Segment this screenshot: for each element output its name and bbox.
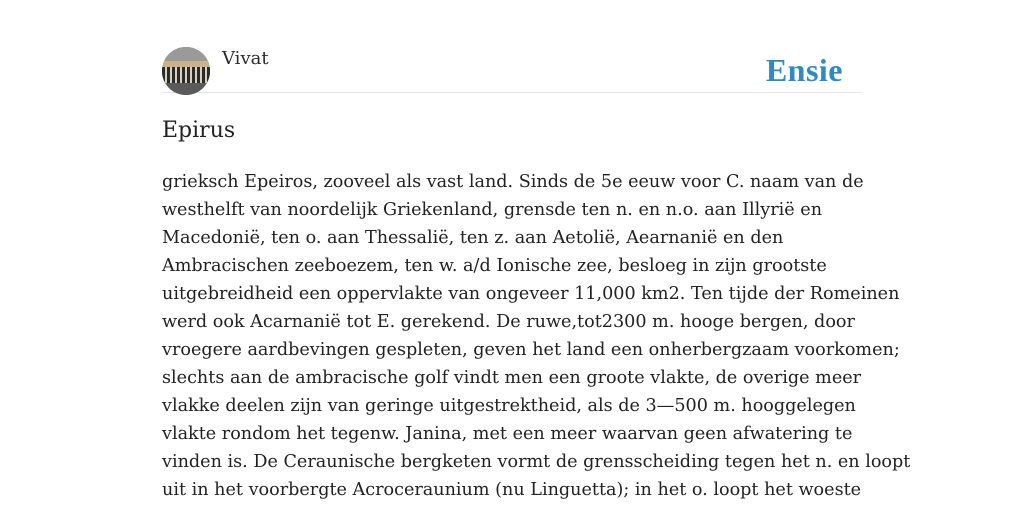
article-line: vlakte rondom het tegenw. Janina, met een meer waarvan geen afwatering te (162, 424, 853, 444)
article-line: slechts aan de ambracische golf vindt men een groote vlakte, de overige meer (162, 368, 862, 388)
avatar[interactable] (162, 47, 210, 95)
article-line: grieksch Epeiros, zooveel als vast land. Sinds de 5e eeuw voor C. naam van de (162, 172, 864, 192)
article-body (162, 168, 911, 504)
article-line: Ambracischen zeeboezem, ten w. a/d Ionische zee, besloeg in zijn grootste (162, 256, 827, 276)
article-line: westhelft van noordelijk Griekenland, grensde ten n. en n.o. aan Illyrië en (162, 200, 823, 220)
article-line: uit in het voorbergte Acroceraunium (nu Linguetta); in het o. loopt het woeste (162, 480, 862, 500)
article-line: werd ook Acarnanië tot E. gerekend. De ruwe,tot2300 m. hooge bergen, door (162, 312, 855, 332)
article-line: vlakke deelen zijn van geringe uitgestrektheid, als de 3—500 m. hooggelegen (162, 396, 856, 416)
site-header (162, 46, 862, 93)
author-name[interactable]: Vivat (222, 48, 269, 69)
avatar-image-icon (162, 47, 210, 95)
brand-logo[interactable]: Ensie (765, 52, 843, 88)
article-line: vinden is. De Ceraunische bergketen vormt de grensscheiding tegen het n. en loopt (162, 452, 911, 472)
article-line: vroegere aardbevingen gespleten, geven het land een onherbergzaam voorkomen; (162, 340, 900, 360)
article-line: uitgebreidheid een oppervlakte van ongeveer 11,000 km2. Ten tijde der Romeinen (162, 284, 900, 304)
page-title: Epirus (162, 118, 236, 143)
article-line: Macedonië, ten o. aan Thessalië, ten z. aan Aetolië, Aearnanië en den (162, 228, 784, 248)
